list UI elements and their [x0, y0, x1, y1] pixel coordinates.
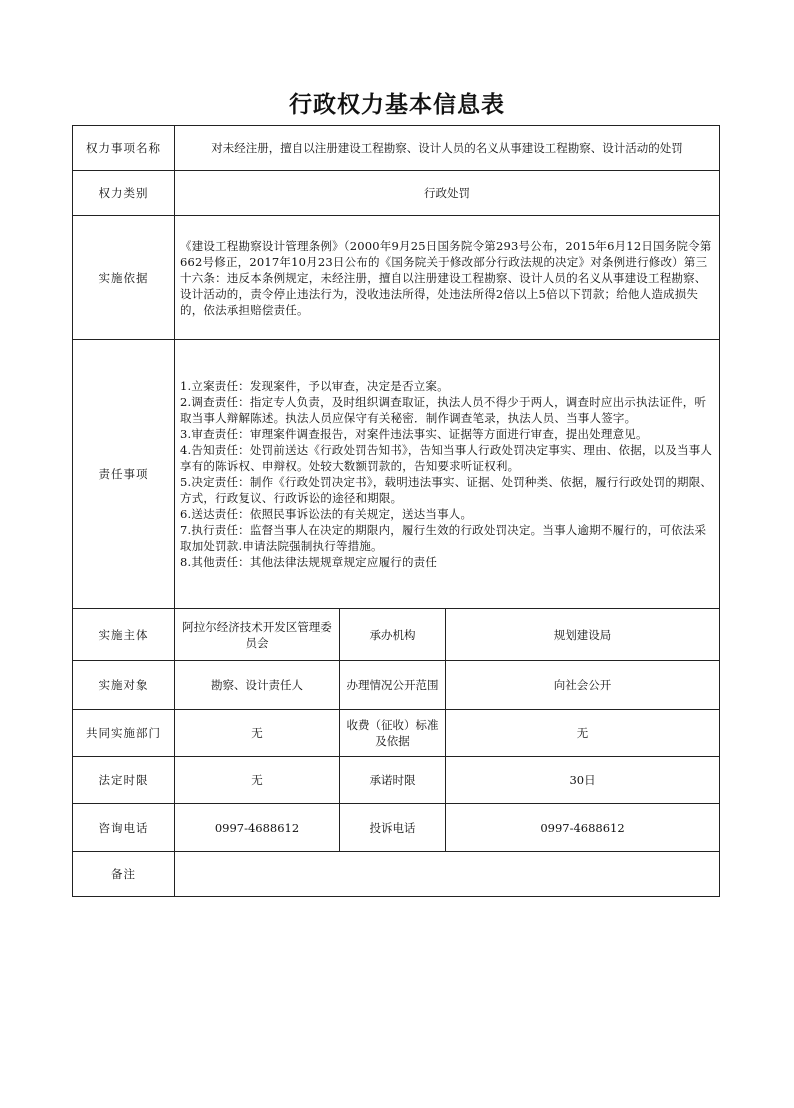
responsibilities-list [175, 340, 720, 609]
responsibilities-label: 责任事项 [73, 340, 175, 609]
disclosure-scope-label: 办理情况公开范围 [340, 661, 446, 710]
responsibility-item: 4.告知责任：处罚前送达《行政处罚告知书》，告知当事人行政处罚决定事实、理由、依据，以及当事人享有的陈诉权、申辩权。处较大数额罚款的，告知要求听证权利。 [180, 443, 713, 473]
info-table [72, 125, 720, 897]
promised-time-limit-label: 承诺时限 [340, 757, 446, 804]
joint-departments-value: 无 [175, 710, 340, 757]
row-power-item-name [73, 126, 720, 171]
promised-time-limit-value: 30日 [446, 757, 720, 804]
implementation-target-value: 勘察、设计责任人 [175, 661, 340, 710]
responsibility-item: 5.决定责任：制作《行政处罚决定书》，载明违法事实、证据、处罚种类、依据，履行行政处罚的期限、方式，行政复议、行政诉讼的途径和期限。 [180, 475, 713, 505]
implementing-subject-label: 实施主体 [73, 609, 175, 661]
row-time-limits [73, 757, 720, 804]
power-item-name-label: 权力事项名称 [73, 126, 175, 171]
responsibility-item: 7.执行责任：监督当事人在决定的期限内，履行生效的行政处罚决定。当事人逾期不履行的，可依法采取加处罚款.申请法院强制执行等措施。 [180, 523, 707, 553]
row-target-disclosure [73, 661, 720, 710]
implementation-target-label: 实施对象 [73, 661, 175, 710]
handling-agency-value: 规划建设局 [446, 609, 720, 661]
disclosure-scope-value: 向社会公开 [446, 661, 720, 710]
row-responsibilities [73, 340, 720, 609]
legal-time-limit-value: 无 [175, 757, 340, 804]
implementation-basis-value: 《建设工程勘察设计管理条例》（2000年9月25日国务院令第293号公布，2015年6月12日国务院令第662号修正，2017年10月23日公布的《国务院关于修改部分行政法规的决定》对条例进行修改）第三十六条：违反本条例规定，未经注册，擅自以注册建设工程勘察、设计人员的名义从事建设工程勘察、设计活动的，责令停止违法行为，没收违法所得，处违法所得2倍以上5倍以下罚款；给他人造成损失的，依法承担赔偿责任。 [175, 216, 720, 340]
row-remarks [73, 852, 720, 897]
handling-agency-label: 承办机构 [340, 609, 446, 661]
responsibility-item: 2.调查责任：指定专人负责，及时组织调查取证，执法人员不得少于两人，调查时应出示执法证件，听取当事人辩解陈述。执法人员应保守有关秘密．制作调查笔录，执法人员、当事人签字。 [180, 395, 707, 425]
legal-time-limit-label: 法定时限 [73, 757, 175, 804]
power-category-label: 权力类别 [73, 171, 175, 216]
row-implementation-basis [73, 216, 720, 340]
complaint-phone-value: 0997-4688612 [446, 804, 720, 852]
responsibility-item: 8.其他责任：其他法律法规规章规定应履行的责任 [180, 555, 438, 569]
implementation-basis-label: 实施依据 [73, 216, 175, 340]
remarks-value [175, 852, 720, 897]
page-title: 行政权力基本信息表 [289, 91, 505, 118]
responsibility-item: 1.立案责任：发现案件，予以审查，决定是否立案。 [180, 379, 449, 393]
responsibility-item: 6.送达责任：依照民事诉讼法的有关规定，送达当事人。 [180, 507, 473, 521]
fee-standard-label: 收费（征收）标准及依据 [340, 710, 446, 757]
joint-departments-label: 共同实施部门 [73, 710, 175, 757]
consult-phone-value: 0997-4688612 [175, 804, 340, 852]
fee-standard-value: 无 [446, 710, 720, 757]
complaint-phone-label: 投诉电话 [340, 804, 446, 852]
row-power-category [73, 171, 720, 216]
remarks-label: 备注 [73, 852, 175, 897]
row-joint-fee [73, 710, 720, 757]
row-subject-agency [73, 609, 720, 661]
row-phones [73, 804, 720, 852]
power-item-name-value: 对未经注册，擅自以注册建设工程勘察、设计人员的名义从事建设工程勘察、设计活动的处罚 [175, 126, 720, 171]
power-category-value: 行政处罚 [175, 171, 720, 216]
implementing-subject-value: 阿拉尔经济技术开发区管理委员会 [175, 609, 340, 661]
responsibility-item: 3.审查责任：审理案件调查报告，对案件违法事实、证据等方面进行审查，提出处理意见。 [180, 427, 648, 441]
consult-phone-label: 咨询电话 [73, 804, 175, 852]
